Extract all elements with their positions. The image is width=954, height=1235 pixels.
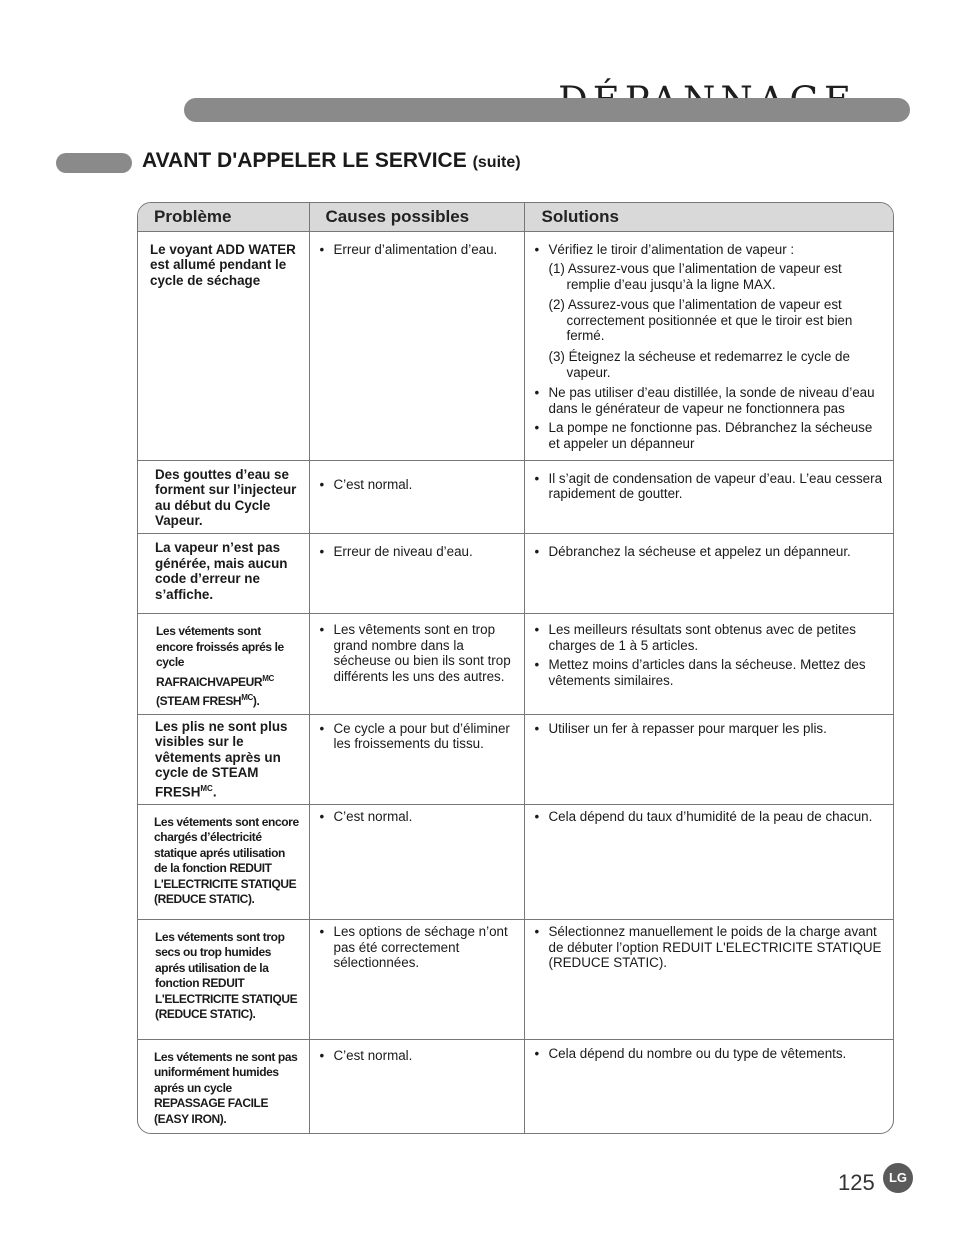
solution-item: • Utiliser un fer à repasser pour marquer les plis. — [533, 721, 888, 737]
cause-item: • C’est normal. — [318, 809, 516, 825]
section-heading — [142, 149, 521, 173]
table-header-row — [138, 203, 894, 231]
lg-logo-icon: LG — [883, 1163, 913, 1193]
solution-item: • Sélectionnez manuellement le poids de la charge avant de débuter l’option REDUIT L'ELECTRICITE STATIQUE (REDUCE STATIC). — [533, 924, 888, 971]
table-row — [138, 714, 894, 804]
cause-item: • Les vêtements sont en trop grand nombre dans la sécheuse ou bien ils sont trop différents les uns des autres. — [318, 622, 516, 684]
solutions-cell — [524, 460, 894, 533]
problem-cell: Des gouttes d’eau se forment sur l’injecteur au début du Cycle Vapeur. — [138, 460, 309, 533]
solution-item: • Cela dépend du nombre ou du type de vêtements. — [533, 1046, 888, 1062]
header-bar — [184, 98, 910, 122]
table-row — [138, 231, 894, 460]
solution-item: • Débranchez la sécheuse et appelez un dépanneur. — [533, 544, 888, 560]
table-row — [138, 460, 894, 533]
column-header-solutions: Solutions — [524, 203, 894, 231]
causes-cell — [309, 231, 524, 460]
solution-item: • Mettez moins d’articles dans la sécheuse. Mettez des vêtements similaires. — [533, 657, 888, 688]
solutions-cell — [524, 919, 894, 1039]
page-number: 125 — [838, 1170, 875, 1195]
solution-item: • Il s’agit de condensation de vapeur d’eau. L’eau cessera rapidement de goutter. — [533, 471, 888, 502]
cause-item: • C’est normal. — [318, 1048, 516, 1064]
problem-text: (STEAM FRESH — [156, 694, 242, 708]
solution-intro: Vérifiez le tiroir d’alimentation de vapeur : — [548, 241, 795, 257]
causes-cell — [309, 919, 524, 1039]
solutions-cell — [524, 1039, 894, 1133]
problem-text: Les plis ne sont plus visibles sur le vêtements après un cycle de STEAM FRESH — [155, 718, 288, 800]
trademark-mark: MC — [200, 783, 213, 793]
problem-cell — [138, 714, 309, 804]
cause-item: • C’est normal. — [318, 477, 516, 493]
causes-cell — [309, 714, 524, 804]
cause-item: • Les options de séchage n’ont pas été correctement sélectionnées. — [318, 924, 516, 971]
solution-subitem: (2) Assurez-vous que l’alimentation de vapeur est correctement positionnée et que le tiroir est bien fermé. — [548, 297, 853, 344]
solution-item — [533, 242, 888, 381]
causes-cell — [309, 534, 524, 614]
troubleshooting-table — [137, 202, 894, 1134]
causes-cell — [309, 804, 524, 919]
section-heading-text: AVANT D'APPELER LE SERVICE — [142, 149, 467, 172]
problem-text: ). — [252, 694, 260, 708]
problem-cell: La vapeur n’est pas générée, mais aucun code d’erreur ne s’affiche. — [138, 534, 309, 614]
solution-item: • La pompe ne fonctionne pas. Débranchez la sécheuse et appeler un dépanneur — [533, 420, 888, 451]
causes-cell — [309, 460, 524, 533]
section-heading-suffix: (suite) — [472, 154, 521, 171]
problem-cell: Les vétements ne sont pas uniformément humides aprés un cycle REPASSAGE FACILE (EASY IRON). — [138, 1039, 309, 1133]
section-marker — [56, 153, 132, 173]
solution-item: • Les meilleurs résultats sont obtenus avec de petites charges de 1 à 5 articles. — [533, 622, 888, 653]
solutions-cell — [524, 231, 894, 460]
causes-cell — [309, 614, 524, 715]
solution-subitem: (3) Éteignez la sécheuse et redemarrez le cycle de vapeur. — [548, 349, 850, 380]
solutions-cell — [524, 804, 894, 919]
table-row — [138, 614, 894, 715]
column-header-causes: Causes possibles — [309, 203, 524, 231]
solutions-cell — [524, 534, 894, 614]
table-row — [138, 534, 894, 614]
solution-subitem: (1) Assurez-vous que l’alimentation de vapeur est remplie d’eau jusqu’à la ligne MAX. — [548, 261, 842, 292]
problem-cell: Les vétements sont trop secs ou trop humides aprés utilisation de la fonction REDUIT L'ELECTRICITE STATIQUE (REDUCE STATIC). — [138, 919, 309, 1039]
cause-item: • Ce cycle a pour but d’éliminer les froissements du tissu. — [318, 721, 516, 752]
trademark-mark: MC — [241, 693, 253, 702]
problem-cell: Le voyant ADD WATER est allumé pendant le cycle de séchage — [138, 231, 309, 460]
problem-cell: Les vétements sont encore chargés d’électricité statique aprés utilisation de la fonction REDUIT L'ELECTRICITE STATIQUE (REDUCE STATIC). — [138, 804, 309, 919]
solution-item: • Cela dépend du taux d’humidité de la peau de chacun. — [533, 809, 888, 825]
cause-item: • Erreur de niveau d’eau. — [318, 544, 516, 560]
cause-item: • Erreur d’alimentation d’eau. — [318, 242, 516, 258]
solutions-cell — [524, 614, 894, 715]
table-row — [138, 804, 894, 919]
problem-text: . — [212, 784, 217, 800]
column-header-problem: Problème — [138, 203, 309, 231]
table-row — [138, 919, 894, 1039]
table-row — [138, 1039, 894, 1133]
problem-text: Les vétements sont encore froissés aprés le cycle RAFRAICHVAPEUR — [156, 624, 284, 689]
solutions-cell — [524, 714, 894, 804]
problem-cell — [138, 614, 309, 715]
solution-item: • Ne pas utiliser d’eau distillée, la sonde de niveau d’eau dans le générateur de vapeur ne fonctionnera pas — [533, 385, 888, 416]
trademark-mark: MC — [262, 673, 274, 683]
causes-cell — [309, 1039, 524, 1133]
